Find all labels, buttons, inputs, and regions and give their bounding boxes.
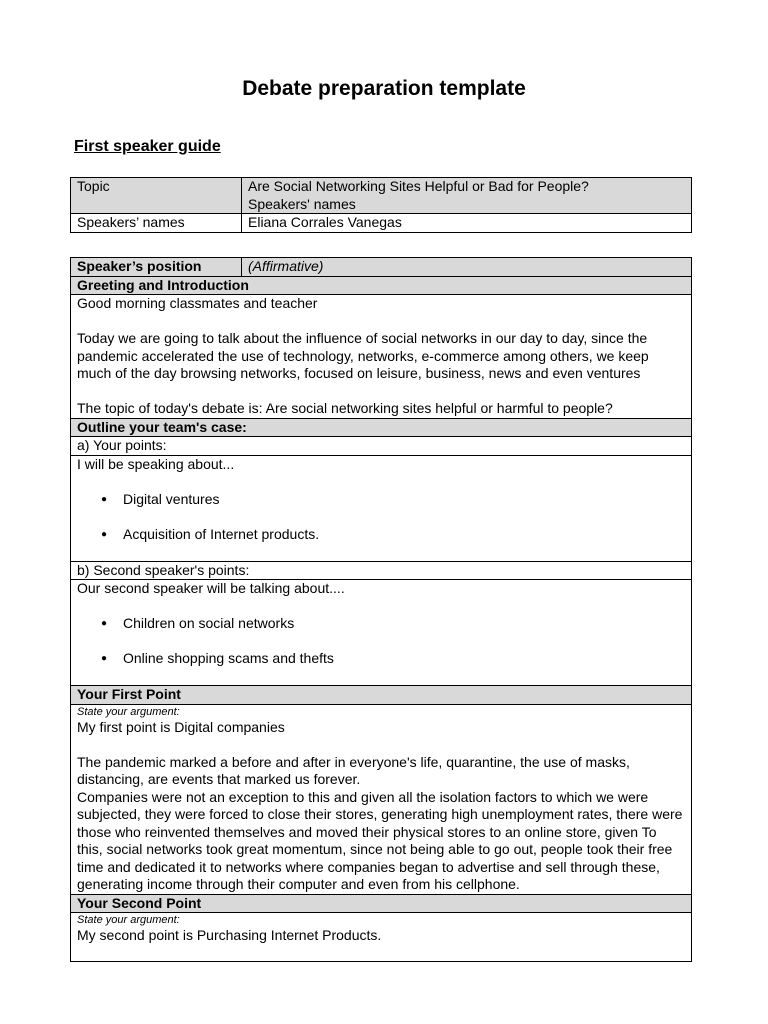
topic-value-line1: Are Social Networking Sites Helpful or Bad for People? (248, 178, 589, 194)
topic-row (71, 178, 692, 214)
second-point-header-row (71, 894, 692, 913)
topic-label: Topic (71, 178, 242, 214)
greeting-header-row (71, 276, 692, 295)
first-point-header-row (71, 686, 692, 705)
second-points-list (77, 615, 685, 668)
list-item: ● Children on social networks (123, 615, 685, 633)
greeting-body-row (71, 295, 692, 419)
info-table (70, 177, 692, 233)
speaker-guide-table (70, 257, 692, 962)
outline-header-row (71, 418, 692, 437)
position-row (71, 258, 692, 277)
speakers-label: Speakers’ names (71, 214, 242, 233)
greeting-paragraph: Today we are going to talk about the influence of social networks in our day to day, since the pandemic accelerated the use of technology, networks, e-commerce among others, we keep much of the day browsing networks, focused on leisure, business, news and even ventures (77, 330, 649, 381)
first-point-header: Your First Point (71, 686, 692, 705)
second-point-body (71, 913, 692, 962)
outline-header: Outline your team's case: (71, 418, 692, 437)
second-points-label-row (71, 561, 692, 580)
document-title: Debate preparation template (242, 77, 526, 100)
greeting-header: Greeting and Introduction (71, 276, 692, 295)
your-points-label-row (71, 437, 692, 456)
greeting-paragraph: Good morning classmates and teacher (77, 295, 318, 311)
second-points-intro: Our second speaker will be talking about.... (77, 580, 345, 596)
second-points-body-row (71, 580, 692, 686)
list-item: ● Online shopping scams and thefts (123, 650, 685, 668)
first-point-paragraph: My first point is Digital companies (77, 718, 285, 735)
first-point-paragraph: Companies were not an exception to this and given all the isolation factors to which we were subjected, they were forced to close their stores, generating high unemployment rates, there were those who reinvented themselves and moved their physical stores to an online store, given To this, social networks took great momentum, since not being able to go out, people took their free time and dedicated it to networks where companies began to advertise and sell through these, generating income through their computer and even from his cellphone. (77, 788, 683, 892)
position-label: Speaker’s position (71, 258, 242, 277)
your-points-intro: I will be speaking about... (77, 455, 235, 472)
second-points-body (71, 580, 692, 686)
position-value: (Affirmative) (242, 258, 692, 277)
second-point-body-row (71, 913, 692, 962)
topic-value-line2: Speakers' names (248, 195, 356, 212)
list-item: ● Digital ventures (123, 491, 685, 509)
list-item: ● Acquisition of Internet products. (123, 526, 685, 544)
topic-value (242, 178, 692, 214)
greeting-body (71, 295, 692, 419)
greeting-paragraph: The topic of today's debate is: Are social networking sites helpful or harmful to people? (77, 400, 613, 416)
speakers-row (71, 214, 692, 233)
section-subtitle: First speaker guide (74, 138, 221, 155)
second-point-hint: State your argument: (77, 914, 180, 926)
speakers-value: Eliana Corrales Vanegas (242, 214, 692, 233)
second-point-paragraph: My second point is Purchasing Internet Products. (77, 927, 382, 943)
your-points-body (71, 455, 692, 561)
your-points-body-row (71, 455, 692, 561)
first-point-body-row (71, 704, 692, 894)
first-point-hint: State your argument: (77, 705, 180, 718)
first-point-paragraph: The pandemic marked a before and after in everyone's life, quarantine, the use of masks, distancing, are events that marked us forever. (77, 753, 630, 787)
second-points-label: b) Second speaker's points: (71, 561, 692, 580)
your-points-label: a) Your points: (71, 437, 692, 456)
your-points-list (77, 491, 685, 544)
second-point-header: Your Second Point (71, 894, 692, 913)
first-point-body (71, 704, 692, 894)
